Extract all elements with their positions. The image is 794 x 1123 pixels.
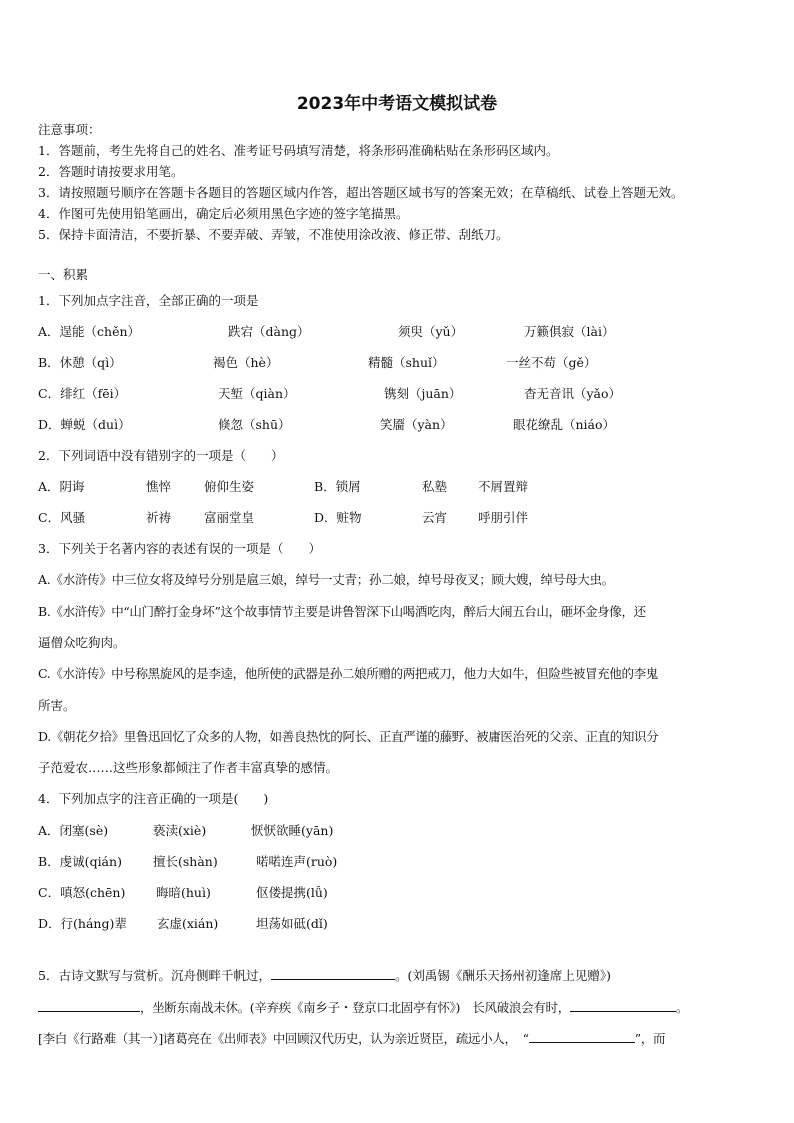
q3-option-a: A.《水浒传》中三位女将及绰号分别是扈三娘，绰号一丈青；孙二娘，绰号母夜叉；顾大嫂，绰号母大虫。 xyxy=(38,572,615,587)
note-item: 2．答题时请按要求用笔。 xyxy=(38,164,184,179)
q4-word: B．虔诚(qián) xyxy=(38,854,122,869)
q1-option-b-word: 精髓（shuǐ） xyxy=(368,355,445,370)
answer-blank[interactable] xyxy=(570,998,676,1012)
question-4-stem: 4．下列加点字的注音正确的一项是( ) xyxy=(38,791,269,806)
q2-word: B．锁屑 xyxy=(314,479,361,494)
note-item: 3．请按照题号顺序在答题卡各题目的答题区域内作答，超出答题区域书写的答案无效；在草稿纸、试卷上答题无效。 xyxy=(38,185,684,200)
question-5-line-1 xyxy=(38,966,611,985)
q4-word: 喏喏连声(ruò) xyxy=(256,854,338,869)
q2-word: C．风骚 xyxy=(38,510,86,525)
q1-option-b-word: 一丝不苟（gě） xyxy=(506,355,597,370)
q3-option-d: D.《朝花夕拾》里鲁迅回忆了众多的人物，如善良热忱的阿长、正直严谨的藤野、被庸医治死的父亲、正直的知识分 xyxy=(38,729,659,744)
q3-option-c: C.《水浒传》中号称黑旋风的是李逵，他所使的武器是孙二娘所赠的两把戒刀，他力大如牛，但险些被冒充他的李鬼 xyxy=(38,666,658,681)
q2-word: 私塾 xyxy=(422,479,448,494)
q4-word: 擅长(shàn) xyxy=(153,854,218,869)
q4-word: 伛偻提携(lǚ) xyxy=(256,885,328,900)
q2-word: A．阴诲 xyxy=(38,479,85,494)
note-item: 4．作图可先使用铅笔画出，确定后必须用黑色字迹的签字笔描黑。 xyxy=(38,206,409,221)
q3-option-b: B.《水浒传》中“山门醉打金身坏”这个故事情节主要是讲鲁智深下山喝酒吃肉，醉后大闹五台山，砸坏金身像，还 xyxy=(38,604,646,619)
q1-option-c-word: 杳无音讯（yǎo） xyxy=(524,386,622,401)
q1-option-a-word: 须臾（yǔ） xyxy=(398,324,464,339)
q5-text: [李白《行路难（其一）]诸葛亮在《出师表》中回顾汉代历史，认为亲近贤臣，疏远小人， “ xyxy=(38,1031,529,1046)
q3-option-b-cont: 逼僧众吃狗肉。 xyxy=(38,635,126,650)
q1-option-d-word: 眼花缭乱（niáo） xyxy=(513,417,616,432)
q1-option-d-word: 倏忽（shū） xyxy=(218,417,291,432)
q5-text: ，坐断东南战未休。(辛弃疾《南乡子・登京口北固亭有怀》) 长风破浪会有时， xyxy=(140,1000,570,1015)
page-title: 2023年中考语文模拟试卷 xyxy=(296,94,498,114)
q1-option-a-word: 跌宕（dàng） xyxy=(228,324,310,339)
q3-option-c-cont: 所害。 xyxy=(38,698,76,713)
q4-word: A．闭塞(sè) xyxy=(38,823,109,838)
section-heading: 一、积累 xyxy=(38,267,89,282)
answer-blank[interactable] xyxy=(271,966,395,980)
q4-word: D．行(háng)辈 xyxy=(38,916,127,931)
q1-option-c-word: C．绯红（fēi） xyxy=(38,386,127,401)
q1-option-a-word: A．逞能（chěn） xyxy=(38,324,141,339)
note-item: 1．答题前，考生先将自己的姓名、准考证号码填写清楚，将条形码准确粘贴在条形码区域内。 xyxy=(38,143,559,158)
q4-word: 晦暗(huì) xyxy=(156,885,211,900)
q1-option-d-word: D．蝉蜕（duì） xyxy=(38,417,131,432)
q2-word: 富丽堂皇 xyxy=(204,510,255,525)
q1-option-d-word: 笑靥（yàn） xyxy=(380,417,453,432)
question-1-stem: 1．下列加点字注音，全部正确的一项是 xyxy=(38,293,259,308)
q2-word: 祈祷 xyxy=(146,510,172,525)
q2-word: 呼朋引伴 xyxy=(478,510,529,525)
q2-word: 俯仰生姿 xyxy=(204,479,255,494)
q2-word: D．赃物 xyxy=(314,510,362,525)
q1-option-a-word: 万籁俱寂（lài） xyxy=(524,324,615,339)
answer-blank[interactable] xyxy=(529,1029,635,1043)
question-2-stem: 2．下列词语中没有错别字的一项是（ ） xyxy=(38,448,284,463)
q5-text: 5．古诗文默写与赏析。沉舟侧畔千帆过， xyxy=(38,968,271,983)
question-5-line-2 xyxy=(38,998,688,1017)
q2-word: 不屑置辩 xyxy=(478,479,529,494)
q1-option-b-word: B．休憩（qì） xyxy=(38,355,122,370)
question-3-stem: 3．下列关于名著内容的表述有误的一项是（ ） xyxy=(38,541,321,556)
q1-option-c-word: 天堑（qiàn） xyxy=(218,386,296,401)
answer-blank[interactable] xyxy=(38,998,140,1012)
q5-text: 。(刘禹锡《酬乐天扬州初逢席上见赠》) xyxy=(394,968,611,983)
question-5-line-3 xyxy=(38,1029,665,1048)
note-item: 5．保持卡面清洁，不要折暴、不要弄破、弄皱，不准使用涂改液、修正带、刮纸刀。 xyxy=(38,227,509,242)
notes-heading: 注意事项： xyxy=(38,122,101,137)
q5-text: ”，而 xyxy=(634,1031,666,1046)
q3-option-d-cont: 子范爱农……这些形象都倾注了作者丰富真挚的感情。 xyxy=(38,760,339,775)
q4-word: 坦荡如砥(dǐ) xyxy=(256,916,328,931)
q2-word: 憔悴 xyxy=(146,479,172,494)
q5-text: 。 xyxy=(675,1000,689,1015)
q2-word: 云宵 xyxy=(422,510,448,525)
q4-word: 恹恹欲睡(yān) xyxy=(251,823,334,838)
q4-word: 亵渎(xiè) xyxy=(153,823,207,838)
q1-option-c-word: 镌刻（juān） xyxy=(384,386,462,401)
q4-word: 玄虚(xián) xyxy=(157,916,219,931)
q1-option-b-word: 褐色（hè） xyxy=(213,355,279,370)
q4-word: C．嗔怒(chēn) xyxy=(38,885,126,900)
